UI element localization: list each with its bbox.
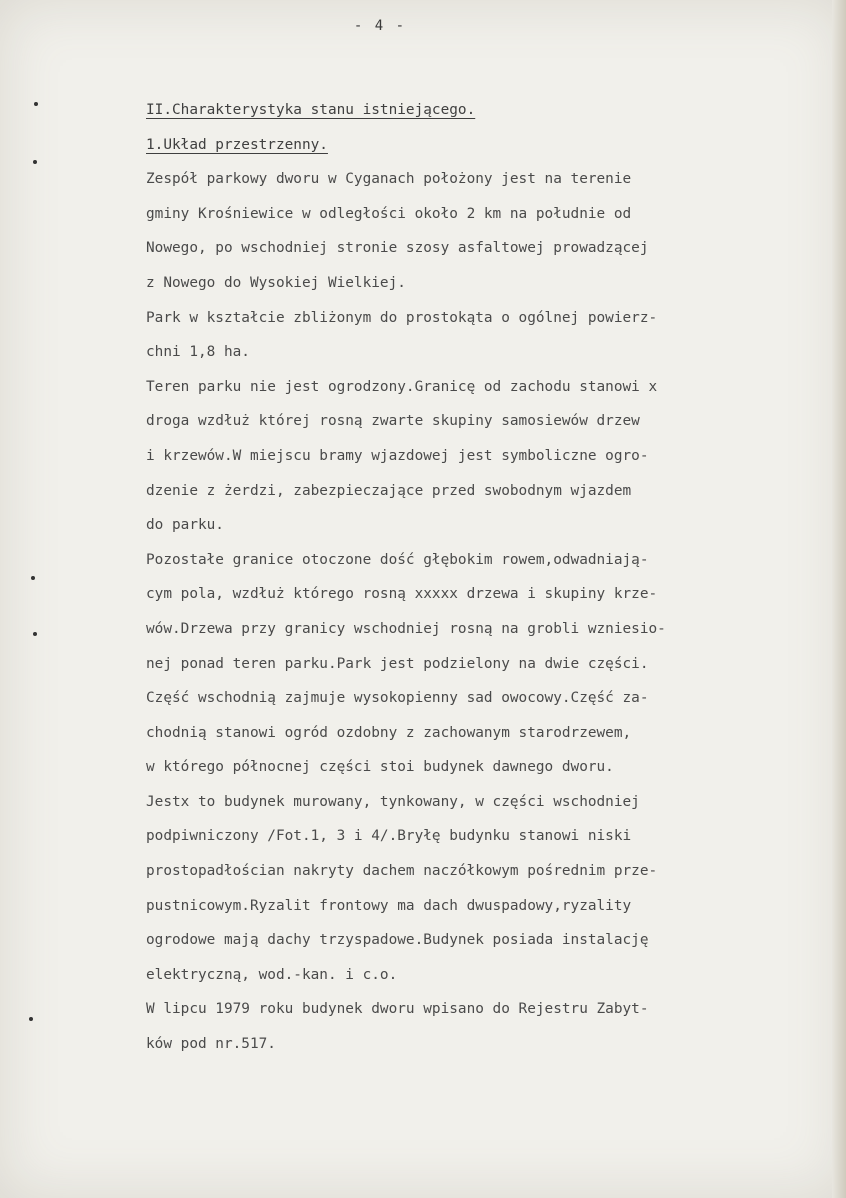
text-line: dzenie z żerdzi, zabezpieczające przed swobodnym wjazdem xyxy=(146,482,632,499)
page-number: - 4 - xyxy=(353,18,407,34)
text-line: nej ponad teren parku.Park jest podzielony na dwie części. xyxy=(146,655,649,672)
punch-mark xyxy=(34,102,38,106)
punch-mark xyxy=(33,160,37,164)
document-body xyxy=(146,93,786,1062)
text-line: do parku. xyxy=(146,517,224,534)
text-line: pustnicowym.Ryzalit frontowy ma dach dwuspadowy,ryzality xyxy=(146,897,632,914)
text-line: gminy Krośniewice w odległości około 2 km na południe od xyxy=(146,205,632,222)
section-heading: II.Charakterystyka stanu istniejącego. xyxy=(146,102,476,118)
text-line: Zespół parkowy dworu w Cyganach położony jest na terenie xyxy=(146,171,632,188)
text-line: Pozostałe granice otoczone dość głębokim rowem,odwadniają- xyxy=(146,551,649,568)
text-line: chodnią stanowi ogród ozdobny z zachowanym starodrzewem, xyxy=(146,724,632,741)
punch-mark xyxy=(29,1017,33,1021)
text-line: chni 1,8 ha. xyxy=(146,344,250,361)
text-line: droga wzdłuż której rosną zwarte skupiny samosiewów drzew xyxy=(146,413,640,430)
subsection-heading: 1.Układ przestrzenny. xyxy=(146,136,328,153)
text-line: elektryczną, wod.-kan. i c.o. xyxy=(146,966,398,983)
text-line: z Nowego do Wysokiej Wielkiej. xyxy=(146,274,406,291)
text-line: prostopadłościan nakryty dachem naczółkowym pośrednim prze- xyxy=(146,863,658,880)
text-line: Park w kształcie zbliżonym do prostokąta o ogólnej powierz- xyxy=(146,309,658,326)
text-line: Teren parku nie jest ogrodzony.Granicę od zachodu stanowi x xyxy=(146,378,658,395)
text-line: ogrodowe mają dachy trzyspadowe.Budynek posiada instalację xyxy=(146,932,649,949)
text-line: i krzewów.W miejscu bramy wjazdowej jest symboliczne ogro- xyxy=(146,447,649,464)
text-line: cym pola, wzdłuż którego rosną xxxxx drzewa i skupiny krze- xyxy=(146,586,658,603)
text-line: Jestx to budynek murowany, tynkowany, w części wschodniej xyxy=(146,793,640,810)
text-line: wów.Drzewa przy granicy wschodniej rosną na grobli wzniesio- xyxy=(146,620,666,637)
text-line: Część wschodnią zajmuje wysokopienny sad owocowy.Część za- xyxy=(146,690,649,707)
text-line: W lipcu 1979 roku budynek dworu wpisano do Rejestru Zabyt- xyxy=(146,1001,649,1018)
text-line: ków pod nr.517. xyxy=(146,1036,276,1053)
text-line: w którego północnej części stoi budynek dawnego dworu. xyxy=(146,759,614,776)
text-line: podpiwniczony /Fot.1, 3 i 4/.Bryłę budynku stanowi niski xyxy=(146,828,632,845)
punch-mark xyxy=(31,576,35,580)
page-edge-shadow xyxy=(832,0,846,1198)
text-line: Nowego, po wschodniej stronie szosy asfaltowej prowadzącej xyxy=(146,240,649,257)
punch-mark xyxy=(33,632,37,636)
